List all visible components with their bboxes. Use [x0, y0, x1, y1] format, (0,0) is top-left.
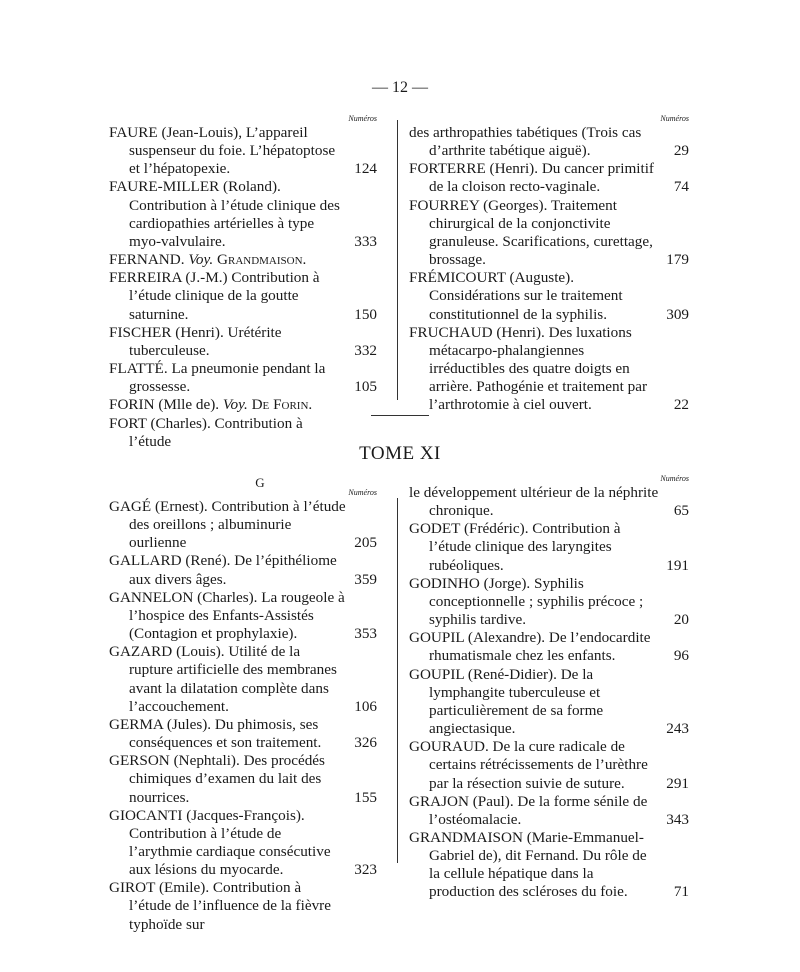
author-name: FRUCHAUD	[409, 323, 493, 341]
index-entry	[409, 793, 689, 829]
thesis-number: 205	[354, 534, 377, 552]
entry-title: (Marie-Emmanuel-Gabriel de), dit Fernand. Du rôle de la cellule hépatique dans la production des scléroses du foie.	[429, 828, 647, 901]
thesis-number: 309	[666, 305, 689, 323]
thesis-number: 326	[354, 734, 377, 752]
thesis-number: 323	[354, 861, 377, 879]
thesis-number: 106	[354, 697, 377, 715]
author-name: GALLARD	[109, 552, 182, 570]
index-entry	[409, 197, 689, 270]
author-name: FAURE	[109, 124, 158, 141]
author-name: FRÉMICOURT	[409, 269, 506, 287]
thesis-number: 65	[673, 502, 689, 520]
thesis-number: 343	[666, 810, 689, 828]
thesis-number: 150	[354, 305, 377, 323]
thesis-number: 359	[354, 570, 377, 588]
author-name: GIOCANTI	[109, 806, 183, 824]
entry-title: (Auguste). Considérations sur le traitement constitutionnel de la syphilis.	[429, 269, 623, 323]
bottom-right-column	[409, 474, 689, 902]
index-entry	[409, 575, 689, 629]
index-entry	[109, 324, 377, 360]
index-entry	[109, 269, 377, 323]
see-also-label: Voy.	[188, 251, 214, 269]
thesis-number: 155	[354, 788, 377, 806]
thesis-number: 96	[673, 647, 689, 665]
entry-title: (René-Didier). De la lymphangite tuberculeuse et particulièrement de sa forme angiectasique.	[429, 665, 604, 738]
author-name: FLATTÉ.	[109, 360, 168, 378]
entry-title: (Frédéric). Contribution à l’étude clinique des laryngites rubéoliques.	[429, 520, 621, 574]
tome-title: TOME XI	[359, 443, 441, 464]
index-entry	[409, 666, 689, 739]
index-entry	[409, 484, 689, 520]
entry-title: le développement ultérieur de la néphrite chronique.	[409, 484, 659, 520]
author-name: FERNAND.	[109, 251, 185, 269]
index-entry	[409, 160, 689, 196]
index-entry	[109, 807, 377, 880]
index-entry	[409, 269, 689, 323]
top-right-column	[409, 114, 689, 415]
numeros-header: Numéros	[660, 474, 689, 483]
column-divider	[397, 120, 398, 400]
entry-title: (Georges). Traitement chirurgical de la conjonctivite granuleuse. Scarifications, curettage, brossage.	[429, 196, 653, 269]
thesis-number: 353	[354, 625, 377, 643]
author-name: GODET	[409, 520, 461, 538]
entry-title: La pneumonie pendant la grossesse.	[129, 360, 326, 396]
author-name: FAURE-MILLER	[109, 178, 220, 196]
entry-title: des arthropathies tabétiques (Trois cas d’arthrite tabétique aiguë).	[409, 124, 642, 160]
entry-title: (Jorge). Syphilis conceptionnelle ; syphilis précoce ; syphilis tardive.	[429, 574, 644, 629]
entry-title: (Henri). Urétérite tuberculeuse.	[129, 323, 282, 359]
entry-title: (Jules). Du phimosis, ses conséquences et son traitement.	[129, 715, 322, 752]
entry-title: (Jean-Louis), L’appareil suspenseur du foie. L’hépatoptose et l’hépatopexie.	[129, 124, 336, 178]
index-entry	[109, 251, 377, 269]
entry-title: (Roland). Contribution à l’étude clinique des cardiopathies artérielles à type myo-valvulaire.	[129, 178, 340, 250]
index-entry	[109, 752, 377, 806]
see-also-label: Voy.	[222, 396, 248, 414]
page-number: — 12 —	[372, 79, 428, 96]
entry-title: (Alexandre). De l’endocardite rhumatismale chez les enfants.	[429, 629, 651, 665]
thesis-number: 333	[354, 232, 377, 250]
index-entry	[109, 498, 377, 552]
author-name: GODINHO	[409, 574, 480, 592]
top-left-column	[109, 114, 377, 451]
cross-reference: De Forin.	[247, 396, 313, 414]
thesis-number: 22	[673, 396, 689, 414]
thesis-number: 179	[666, 251, 689, 269]
index-entry	[109, 178, 377, 251]
thesis-number: 191	[666, 556, 689, 574]
numeros-header: Numéros	[348, 488, 377, 497]
index-entry	[109, 716, 377, 752]
section-letter: G	[255, 475, 265, 490]
author-name: GERSON	[109, 752, 170, 770]
index-entry	[409, 124, 689, 160]
column-divider	[397, 498, 398, 863]
index-entry	[409, 520, 689, 574]
numeros-header: Numéros	[348, 114, 377, 123]
section-separator	[371, 415, 429, 416]
author-name: GOUPIL	[409, 629, 465, 647]
thesis-number: 29	[673, 142, 689, 160]
index-entry	[109, 879, 377, 933]
index-entry	[109, 360, 377, 396]
author-name: GANNELON	[109, 588, 194, 606]
thesis-number: 291	[666, 774, 689, 792]
index-entry	[109, 643, 377, 716]
thesis-number: 332	[354, 341, 377, 359]
author-name: GRAJON	[409, 792, 469, 810]
entry-title: (René). De l’épithéliome aux divers âges.	[129, 552, 337, 588]
author-name: FORTERRE	[409, 160, 486, 178]
author-name: FORT	[109, 414, 147, 432]
index-entry	[109, 124, 377, 178]
entry-title: (Nephtali). Des procédés chimiques d’examen du lait des nourrices.	[129, 752, 325, 806]
author-name: FORIN	[109, 396, 155, 414]
entry-title: (Charles). La rougeole à l’hospice des Enfants-Assistés (Contagion et prophylaxie).	[129, 588, 345, 643]
author-name: GERMA	[109, 715, 164, 733]
index-entry	[109, 552, 377, 588]
cross-reference: Grandmaison.	[213, 251, 307, 269]
entry-title: (Jacques-François). Contribution à l’étude de l’arythmie cardiaque consécutive aux lésions du myocarde.	[129, 806, 331, 879]
thesis-number: 71	[673, 883, 689, 901]
thesis-number: 74	[673, 178, 689, 196]
entry-title: De la cure radicale de certains rétrécissements de l’urèthre par la résection suivie de suture.	[429, 738, 648, 792]
author-name: FERREIRA	[109, 269, 182, 287]
index-entry	[409, 629, 689, 665]
entry-title: (Henri). Des luxations métacarpo-phalangiennes irréductibles des quatre doigts en arrière. Pathogénie et traitement par l’arthrotomie à ciel ouvert.	[429, 323, 648, 414]
author-name: FISCHER	[109, 323, 172, 341]
entry-title: (Mlle de).	[154, 396, 223, 414]
thesis-number: 243	[666, 720, 689, 738]
entry-title: (Louis). Utilité de la rupture artificielle des membranes avant la dilatation complète dans l’accouchement.	[129, 643, 337, 715]
thesis-number: 20	[673, 611, 689, 629]
entry-title: (Ernest). Contribution à l’étude des oreillons ; albuminurie ourlienne	[129, 498, 346, 552]
index-entry	[409, 324, 689, 415]
entry-title: (Charles). Contribution à l’étude	[129, 414, 303, 450]
thesis-number: 124	[354, 160, 377, 178]
entry-title: (Paul). De la forme sénile de l’ostéomalacie.	[429, 792, 648, 828]
index-entry	[109, 396, 377, 414]
author-name: GAZARD	[109, 643, 173, 661]
index-entry	[109, 589, 377, 643]
author-name: GAGÉ	[109, 498, 152, 515]
thesis-number: 105	[354, 378, 377, 396]
bottom-left-column	[109, 488, 377, 934]
index-entry	[409, 738, 689, 792]
entry-title: (Emile). Contribution à l’étude de l’influence de la fièvre typhoïde sur	[129, 879, 331, 933]
author-name: GOURAUD.	[409, 738, 489, 756]
entry-title: (J.-M.) Contribution à l’étude clinique de la goutte saturnine.	[129, 269, 320, 323]
author-name: GRANDMAISON	[409, 828, 523, 846]
index-entry	[409, 829, 689, 902]
author-name: GOUPIL	[409, 665, 465, 683]
numeros-header: Numéros	[660, 114, 689, 123]
author-name: GIROT	[109, 879, 156, 897]
entry-title: (Henri). Du cancer primitif de la cloison recto-vaginale.	[429, 160, 654, 196]
author-name: FOURREY	[409, 196, 480, 214]
